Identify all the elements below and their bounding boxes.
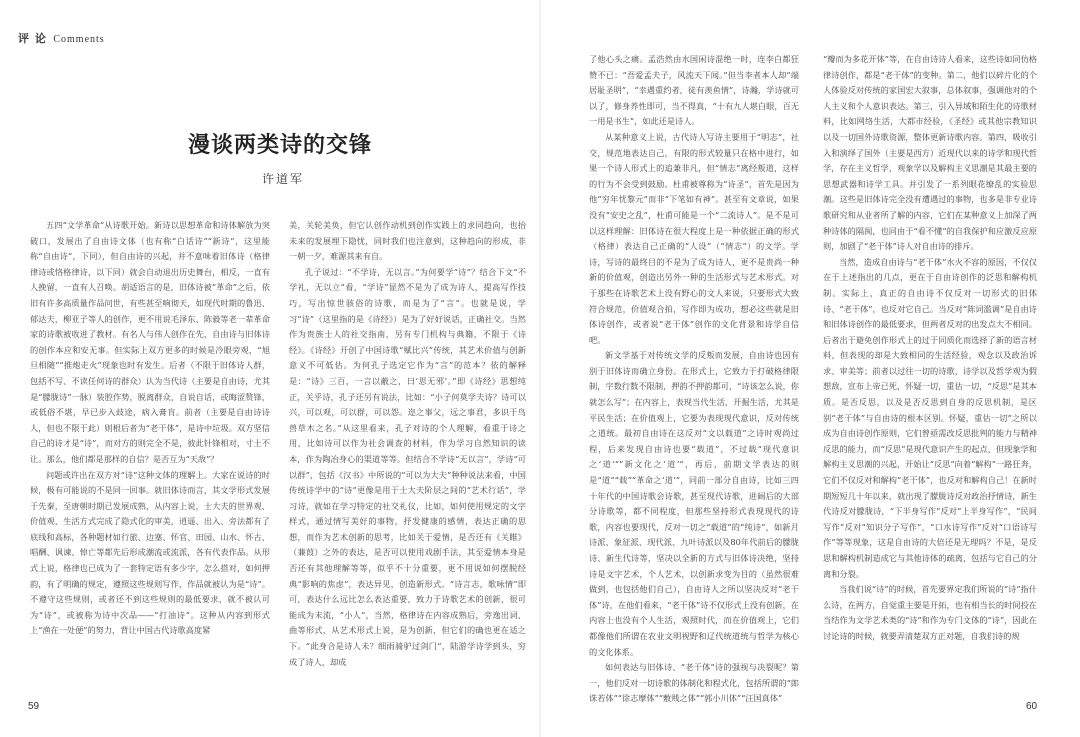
paragraph: 新文学基于对传统文学的反叛而发展，自由诗也因有别于旧体诗而确立身份。在形式上，它致力于打破格律限制，字数行数不限制，押韵不押韵都可，“诗该怎么说，你就怎么写”；在内容上，表现当代生活，开掘生活，尤其是平民生活；在价值观上，它要为表现现代意识，反对传统之道统。最初自由诗在这反对“文以载道”之诗时观尚过程，后来发现自由诗也要“载道”，不过载“现代意识之‘道’”“新文化之‘道’”，再后，前期文学表达的则是“道”“载”“革命之‘道’”，同前一部分自由诗，比如三四十年代的中国诗歌会诗歌，甚至现代诗歌，进阔后的大部分诗歌等，都不同程度，但那些坚持形式表现现代的诗歌，内容也要现代，反对一切之“载道”的“纯诗”，如新月诗派、象征派、现代派、九叶诗派以及80年代前后的朦胧诗、新生代诗等，坚决以全新的方式与旧体诗决绝，坚持诗是文字艺术，个人艺术，以创新求变为目的（虽然很难做到，也包括他们自己），自由诗人之所以坚决反对“老干体”诗，在他们看来，“老干体”诗不仅形式上没有创新，在内容上也没有个人生活，观照时代，而在价值观上，它们都像他们所谓在农业文明视野和辽代统道统与哲学为核心的文化体系。 — [589, 350, 799, 657]
section-label-en: Comments — [53, 34, 105, 45]
paragraph: 当然，造成自由诗与“老干体”水火不容的原因，不仅仅在于上述指出的几点，更在于自由诗创作的泛思和解构机制。实际上，真正的自由诗不仅反对一切形式的旧体诗、“老干体”，也反对它自己。当反对“陈词滥调”是自由诗和旧体诗创作的最低要求，但两者反对的出发点大不相同。后者出于避免创作形式上的过于同质化而选择了新的语言材料，但表现的却是大致相同的生活经验，观念以及政治诉求、审美等；前者以过往一切的诗歌，诗学以及哲学观为假想敌，宣布上帝已死，怀疑一切，重估一切，“反思”是其本质。是否反思，以及是否反思到自身的反思机制，是区别“老干体”与自由诗的根本区别。怀疑，重估一切”之所以成为自由诗创作原则，它们曾亟需改反思批判的能力与精神反思的能力，而“反思”是现代意识产生的起点，但现象学和解构主义思潮的兴起，开始让“反思”向着“解构”一路狂奔，它们不仅反对和解构“老干体”，也反对和解构自己！在新时期短短几十年以来，就出现了朦胧诗反对政治抒情诗，新生代诗反对朦胧诗，“下半身写作”反对“上半身写作”，“民间写作”反对“知识分子写作”，“口水诗写作”反对“口语诗写作”等等现象，这是自由诗的大倍还是无理吗？不是，是反思和解构机制造成它与其他诗体的疏离，包括与它自己的分离和分裂。 — [823, 256, 1037, 579]
page-gutter — [539, 0, 541, 737]
text-column-3 — [589, 52, 799, 704]
page-number-right: 60 — [1026, 701, 1038, 712]
paragraph: 当我们说“诗”的时候，首先要界定我们所说的“诗”指什么诗，在两方，自觉重主要是开拓，也有相当长的时间投在当结作为文学艺术类的“诗”和作为专门文体的“诗”，因此在讨论诗的时候，就要弄清楚双方正对题，自我们诗的规 — [823, 584, 1037, 641]
paragraph: 美，关轮美奂，但它认创作动机到创作实践上的求同趋向，也抬未来的发展埋下隐忧，同时我们也注意到，这种趋向的形成，非一朝一夕，难源其来有自。 — [289, 220, 526, 262]
paragraph: 五四“文学革命”从诗歌开始。新诗以思想革命和诗体解放为突破口，发展出了自由诗文体（也有称“白话诗”“新诗”，这里能称“自由诗”，下同），但自由诗的兴起，并不意味着旧体诗（格律律诗或恪格律诗，以下同）就会自动退出历史舞台，相反，一直有人挽留，一直有人召唤。胡适语言的是，旧体诗被“革命”之后，依旧有许多高质量作品问世，有些甚至响彻天，如现代时期的鲁迅、郁达夫，柳亚子等人的创作，更不用说毛泽东、陈毅等老一辈革命家的诗歌被收进了教材。有名人与伟人创作在先，自由诗与旧体诗的创作本应和安无事。但实际上双方更多的时候是冷眼旁观，“旭旦相随”“推炮走火”现象也时有发生。后者（不限于旧体诗人群，包括不写、不读任何诗的群众）认为当代诗（主要是自由诗，尤其是“朦胧诗”一脉）装腔作势，脱离群众，自说自话，或晦涩赘锋，或低俗不堪，早已步入歧途，病入膏肓。前者（主要是自由诗诗人，但也不限于此）则根后者为“老干体”，是诗中垃圾。双方坚信自己的诗才是“诗”，而对方的则完全不是，彼此针锋相对，寸土不让。那么，他们都是那样的自信？是否互为“天敌”？ — [30, 220, 270, 464]
text-column-2 — [289, 218, 526, 696]
article-author: 许道军 — [262, 172, 305, 186]
paragraph: 从某种意义上说，古代诗人写诗主要用于“明志”，社交，规范地表达自己，有限的形式较量只在格中进行，如果一个诗人形式上的追兼非凡，但“情志”离经叛道，这样的行为不会受到鼓励。杜甫被尊称为“诗圣”，首先是因为他“穷年忧黎元”而非“下笔如有神”。甚至有文章说，如果没有“安史之乱”，杜甫可能是一个“二流诗人”。是不是可以这样理解：旧体诗在很大程度上是一种依据正确的形式（格律）表达自己正确的“人设”（“情志”）的文学。学诗，写诗的最终目的不是为了成为诗人，更不是贵尚一种新的价值观，创造出另外一种的生活形式与艺术形式。对于那些在诗歌艺术上没有野心的文人来说，只要形式大致符合规范，价值观合拍，写作即为成功，想必这些就是旧体诗创作，或者说“老干体”创作的文化背景和诗学自信吧。 — [589, 131, 799, 345]
text-column-1 — [30, 218, 270, 696]
paragraph: 如何表达与旧体诗、“老干体”诗的强视与决裂呢？第一，他们反对一切诗歌的体制化和程式化，包括所谓的“郎诛若体”“徐志摩体”“敷贱之体”“郭小川体”“汪国真体” — [589, 662, 799, 704]
paragraph: 孔子说过：“不学诗，无以言。”为何要学“诗”？结合下文“不学礼，无以立”看，“学诗”显然不是为了成为诗人，提高写作技巧，写出惊世骇俗的诗歌，而是为了“言”。也就是说，学习“诗”（这里指的是《诗经》）是为了好好说话，正确社交。当然作为贵族士人的社交指南，另有专门机构与典籍，不限于《诗经》。《诗经》开创了中国诗歌“赋比兴”传统，其艺术价值与创新意义不可低估。为何孔子选定它作为“言”的范本？依的解释是：“诗》三百，一言以蔽之，曰‘思无邪’。”即《诗经》思想纯正，关乎诗，孔子还另有说法，比如：“小子何莫学夫诗？诗可以兴，可以观，可以群，可以怨。迩之事父，远之事君，多识于鸟兽草木之名。”从这里看来，孔子对诗的个人理解，看重于诗之用，比如诗可以作为社会调查的材料，作为学习自然知识的读本，作为陶冶身心的渠道等等。但结合不学诗“无以言”，学诗“可以群”，包括《汉书》中所说的“可以为大夫”种种说法来看，中国传统诗学中的“诗”更像是用于士大夫阶层之间的“艺术行话”，学习诗，就如在学习特定的社交礼仪，比如，如何使用规定的文字样式，通过情写美好的事物，抒发健康的感情，表达正确的思想，而作为艺术创新的思考，比如关于爱情，是否还有《关睢》（蒹葭）之外的表达，是否可以使用戏剧手法，其至爱情本身是否还有其他理解等等，似乎不十分重要，更不用说如何摆脱经典“影响的焦虑”，表达异见，创造新形式。“诗言志，歌咏情”即可，表达什么远比怎么表达重要，致力于诗歌艺术的创新，很可能成为末流，“小人”，当然，格律诗在内容成熟后，旁逸出词、曲等形式，从艺术形式上说，是为创新，但它们的确也更在适之下。“此身合是诗人未？细雨骑驴过剑门”，陆游学诗学到头，穷成了诗人，却成 — [289, 266, 526, 667]
section-header — [18, 30, 105, 46]
paragraph: 了他心头之痛。孟浩然由水国闲诗混绝一时，连李白都狂赞不已：“吾爱孟夫子，风流天下闻。”但当李者本人却“端居耻圣明”，“幸遇重约者，徒有羡鱼情”，诗瀚，学诗就可以了，修身养性即可，当不得真，“十有九人堪白眼，百无一用是书生”，如此还是诗人。 — [589, 54, 799, 127]
page-number-left: 59 — [28, 701, 40, 712]
paragraph: 问题或许出在双方对“诗”这种文体的理解上。大家在说诗的时候，极有可能说的不是同一回事。就旧体诗而言，其文学形式发展于先秦，至唐朝时期已发展成熟，从内容上说，士大夫的世界观、价值观、生活方式完成了隐式化的审美，逍遥、出入、旁法都有了底线和高标，各种题材如行旅、边塞、怀官、田园、山水、怀古、唱酬、讽谏、悼亡等都先后形成潮流或流派，各有代表作品。从形式上说，格律也已成为了一套特定语有多少字，怎么搭对，如何押韵，有了明确的规定，遵照这些规则写作，作品就被认为是“诗”。不遵守这些规则，或者还不到这些规则的最低要求，就不被认可为“诗”，或被称为诗中次品——“打油诗”。这种从内容到形式上“渔在一处便”的努力，背让中国古代诗歌高度紧 — [30, 469, 270, 636]
section-label: 评 论 — [18, 32, 47, 45]
paragraph: “瓣而为多花开体”等，在自由诗诗人看来，这些诗如同仿格律诗创作，都是“老干体”的变种。第二，他们以碎片化的个人体验反对传统的家国宏大叙事，总体叙事，强调他对的个人主义和个人意识表达。第三，引入异域和陌生化的诗歌材料，比如网络生活，大都市经验，《圣经》或其他宗教知识以及一切国外诗歌资源，整体更新诗歌内容。第四，吸收引入和演绎了国外（主要是西方）近现代以来的诗学和现代哲学，存在主义哲学，观象学以及解构主义思潮是其最主要的思想武器和诗学工具。并引发了一系列眼花缭乱的实验思潮。这些是旧体诗完全没有遭遇过的事物，也多是非专业诗歌研究和从业者所了解的内容，它们在某种意义上加深了两种诗体的隔阂，也同由于“看不懂”的自我保护和应激反应原则，加剧了“老干体”诗人对自由诗的排斥。 — [823, 54, 1037, 252]
article-title: 漫谈两类诗的交锋 — [188, 133, 373, 158]
text-column-4 — [823, 52, 1037, 686]
